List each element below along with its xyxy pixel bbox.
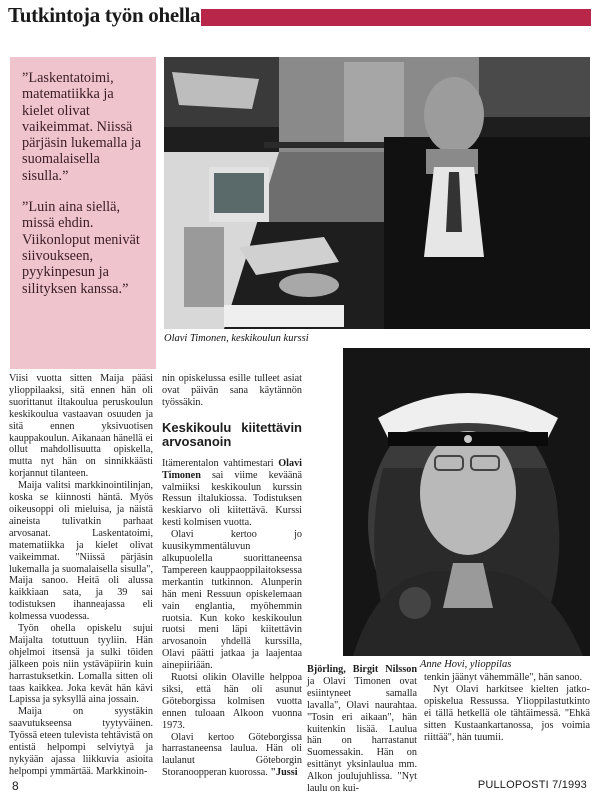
pull-quote-box bbox=[10, 57, 156, 369]
photo-caption-olavi: Olavi Timonen, keskikoulun kurssi bbox=[164, 333, 309, 344]
text-run: Olavi kertoo Göteborgissa harrastaneensa laulua. Hän oli laulanut Göteborgin Storanoopperan kuorossa. bbox=[162, 731, 302, 779]
paragraph: Maija valitsi markkinointilinjan, koska se kiinnosti häntä. Myös oikeusoppi oli mieluisa, ja näistä aineista tulivatkin parhaat arvosanat. Laskentatoimi, matematiikka ja kielet olivat vaikeimmat. "Niissä pärjäsin lukemalla ja suomalaisella sisulla", Maija sanoo. Heitä oli alussa kaikkiaan sata, ja 39 sai todistuksen ihanneajassa eli kolmessa vuodessa. bbox=[9, 480, 153, 623]
page-title: Tutkintoja työn ohella bbox=[8, 3, 201, 27]
paragraph bbox=[162, 458, 302, 529]
paragraph: Työn ohella opiskelu sujui Maijalta totuttuun tyyliin. Hän ohjelmoi itsensä ja sulki töiden jälkeen pois niin ystäväpiirin kuin harrastuksetkin. Lomalla sitten oli taas kaikkea. Joka kevät hän kävi Lapissa ja syksyllä aina jossain. bbox=[9, 623, 153, 706]
paragraph: Nyt Olavi harkitsee kielten jatko-opiskelua Ressussa. Ylioppilastutkinto ei tällä hetkellä ole tähtäimessä. "Ehkä sitten Kustaankartanossa, jos voimia riittää", hän tuumii. bbox=[424, 683, 590, 743]
paragraph: Viisi vuotta sitten Maija pääsi ylioppilaaksi, sitä ennen hän oli suorittanut iltakoulua peruskoulun keskikoulua vastaavan osuuden ja sitä ennen yksivuotisen kauppakoulun. Aikanaan hänellä ei ollut mahdollisuutta opiskella, mutta nyt hän on sinnikkäästi korjannut tilanteen. bbox=[9, 373, 153, 480]
page-number: 8 bbox=[12, 779, 19, 793]
person-names: Björling, Birgit Nilsson bbox=[307, 664, 417, 675]
text-run: sai viime keväänä valmiiksi keskikoulun kurssin Ressun iltalukiossa. Todistuksen keskiarvo oli kiitettävä. Kurssi kesti kolmisen vuotta. bbox=[162, 469, 302, 529]
pull-quote-1: ”Laskentatoimi, matematiikka ja kielet olivat vaikeimmat. Niissä pärjäsin lukemalla ja suomalaisella sisulla.” bbox=[22, 70, 142, 184]
text-run-bold: "Jussi bbox=[270, 767, 298, 779]
text-run: Itämerentalon vahtimestari bbox=[162, 457, 279, 469]
section-subheading: Keskikoulu kiitettävin arvosanoin bbox=[162, 419, 302, 450]
photo-olavi-timonen bbox=[164, 57, 590, 329]
paragraph: Ruotsi olikin Olaville helppoa siksi, että hän oli asunut Göteborgissa kolmisen vuotta ennen tuloaan Alkoon vuonna 1973. bbox=[162, 672, 302, 731]
paragraph bbox=[162, 732, 302, 780]
magazine-issue: PULLOPOSTI 7/1993 bbox=[477, 779, 587, 791]
text-run: ja Olavi Timonen ovat esiintyneet samalla lavalla", Olavi naurahtaa. "Tosin eri aikaan", hän kuitenkin lisää. Laulua hän on harrastanut Suomessakin. Hän on esittänyt yksinlaulua mm. Alkon joulujuhlissa. "Nyt laulu on kui- bbox=[307, 675, 417, 795]
photo-caption-anne: Anne Hovi, ylioppilas bbox=[420, 659, 512, 670]
paragraph: nin opiskelussa esille tulleet asiat ovat päivän sana käytännön työssäkin. bbox=[162, 373, 302, 408]
title-rule bbox=[201, 9, 591, 26]
article-column-4 bbox=[424, 672, 590, 743]
pull-quote-2: ”Luin aina siellä, missä ehdin. Viikonloput menivät siivoukseen, pyykinpesun ja silityksen kanssa.” bbox=[22, 199, 140, 297]
paragraph: Maija on syystäkin saavutukseensa tyytyväinen. Työssä eteen tulevista tehtävistä on entistä helpompi selviytyä ja nykyään ajassa liikkuvia asioita helpompi ymmärtää. Markkinoin- bbox=[9, 706, 153, 777]
article-column-1 bbox=[9, 373, 153, 778]
photo-anne-hovi bbox=[343, 348, 590, 656]
article-column-2 bbox=[162, 373, 302, 779]
article-column-3 bbox=[307, 664, 417, 795]
paragraph: tenkin jäänyt vähemmälle", hän sanoo. bbox=[424, 672, 583, 683]
person-name: Olavi Timonen bbox=[162, 457, 302, 481]
paragraph bbox=[307, 664, 417, 795]
paragraph: Olavi kertoo jo kuusikymmentäluvun alkupuolella suorittaneensa Tampereen kauppaoppilaitoksessa merkantin tutkinnon. Alunperin hän meni Ressuun opiskelemaan vain englantia, myöhemmin ruotsia. Kun koko keskikoulun ruotsi meni läpi kiitettävin arvosanoin yhdellä kurssilla, Olavi päätti jatkaa ja laajentaa ainepiiriään. bbox=[162, 529, 302, 672]
